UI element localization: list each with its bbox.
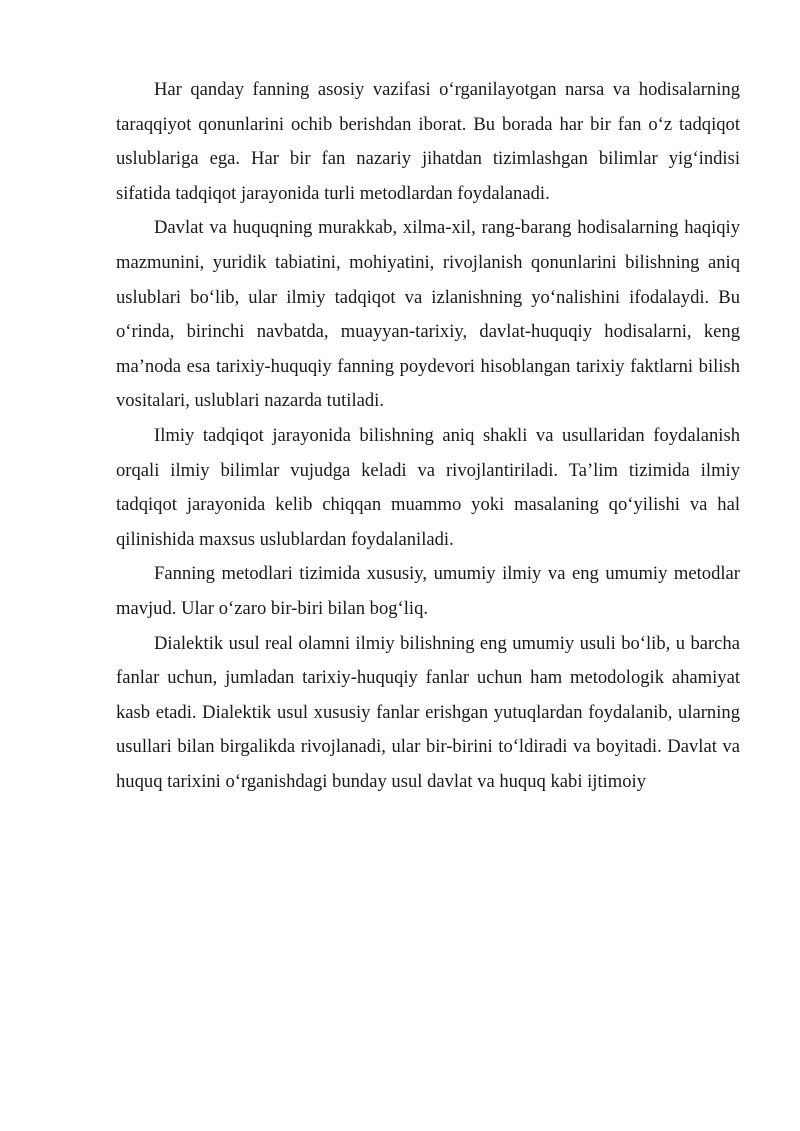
document-body — [116, 73, 740, 799]
paragraph-4: Fanning metodlari tizimida xususiy, umumiy ilmiy va eng umumiy metodlar mavjud. Ular o‘zaro bir-biri bilan bog‘liq. — [116, 563, 740, 619]
paragraph-5: Dialektik usul real olamni ilmiy bilishning eng umumiy usuli bo‘lib, u barcha fanlar uchun, jumladan tarixiy-huquqiy fanlar uchun ham metodologik ahamiyat kasb etadi. Dialektik usul xususiy fanlar erishgan yutuqlardan foydalanib, ularning usullari bilan birgalikda rivojlanadi, ular bir-birini to‘ldiradi va boyitadi. Davlat va huquq tarixini o‘rganishdagi bunday usul davlat va huquq kabi ijtimoiy — [116, 632, 740, 792]
paragraph-2: Davlat va huquqning murakkab, xilma-xil, rang-barang hodisalarning haqiqiy mazmunini, yuridik tabiatini, mohiyatini, rivojlanish qonunlarini bilishning aniq uslublari bo‘lib, ular ilmiy tadqiqot va izlanishning yo‘nalishini ifodalaydi. Bu o‘rinda, birinchi navbatda, muayyan-tarixiy, davlat-huquqiy hodisalarni, keng ma’noda esa tarixiy-huquqiy fanning poydevori hisoblangan tarixiy faktlarni bilish vositalari, uslublari nazarda tutiladi. — [116, 217, 740, 412]
paragraph-1: Har qanday fanning asosiy vazifasi o‘rganilayotgan narsa va hodisalarning taraqqiyot qonunlarini ochib berishdan iborat. Bu borada har bir fan o‘z tadqiqot uslublariga ega. Har bir fan nazariy jihatdan tizimlashgan bilimlar yig‘indisi sifatida tadqiqot jarayonida turli metodlardan foydalanadi. — [116, 79, 740, 204]
paragraph-3: Ilmiy tadqiqot jarayonida bilishning aniq shakli va usullaridan foydalanish orqali ilmiy bilimlar vujudga keladi va rivojlantiriladi. Ta’lim tizimida ilmiy tadqiqot jarayonida kelib chiqqan muammo yoki masalaning qo‘yilishi va hal qilinishida maxsus uslublardan foydalaniladi. — [116, 424, 740, 550]
